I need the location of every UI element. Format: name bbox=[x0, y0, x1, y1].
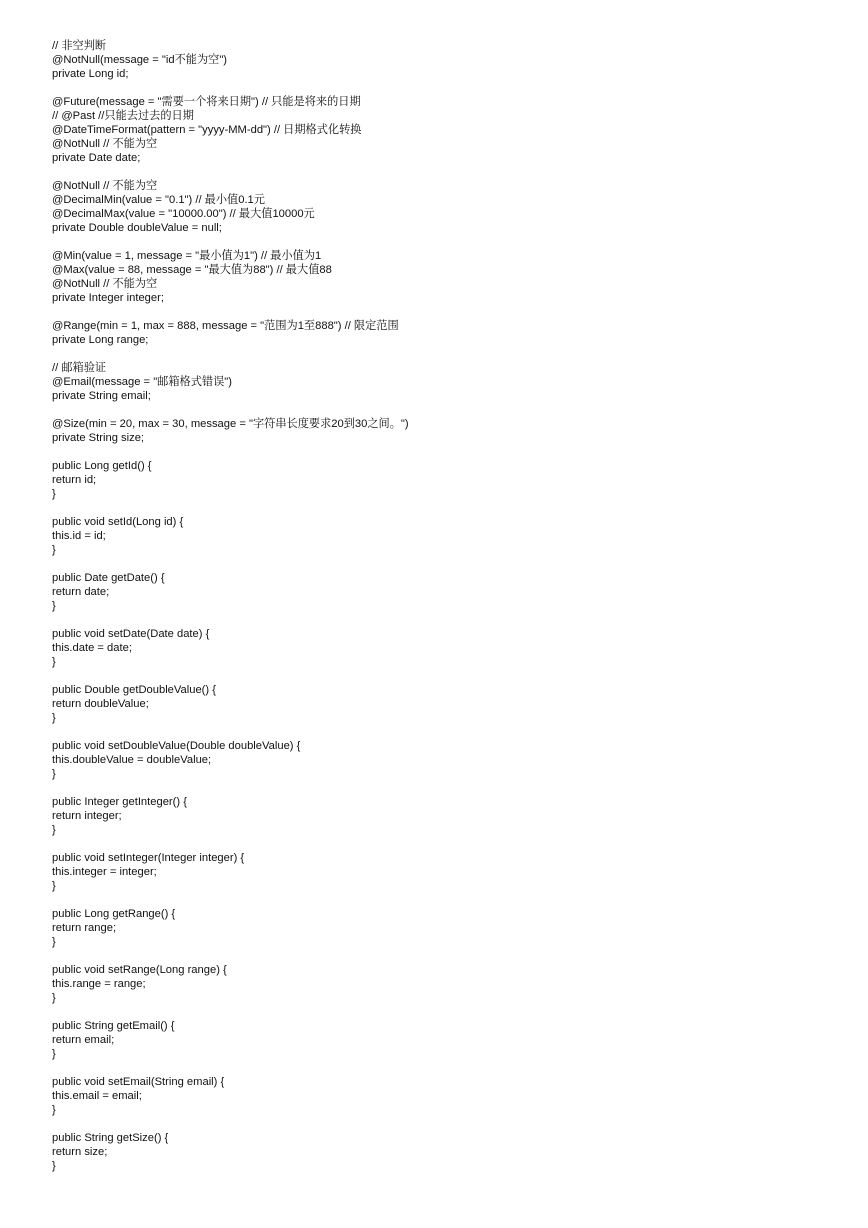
code-line: public Long getId() { bbox=[52, 460, 152, 472]
blank-line bbox=[52, 501, 832, 515]
code-line: @Size(min = 20, max = 30, message = "字符串长度要求20到30之间。") bbox=[52, 418, 409, 430]
code-line: public String getSize() { bbox=[52, 1132, 169, 1144]
code-line: return email; bbox=[52, 1034, 115, 1046]
blank-line bbox=[52, 725, 832, 739]
code-line: } bbox=[52, 600, 56, 612]
blank-line bbox=[52, 557, 832, 571]
code-line: @NotNull(message = "id不能为空") bbox=[52, 54, 228, 66]
blank-line bbox=[52, 347, 832, 361]
code-line: } bbox=[52, 992, 56, 1004]
code-line: return doubleValue; bbox=[52, 698, 149, 710]
blank-line bbox=[52, 949, 832, 963]
code-line: @DecimalMax(value = "10000.00") // 最大值10000元 bbox=[52, 208, 315, 220]
code-line: private Double doubleValue = null; bbox=[52, 222, 222, 234]
blank-line bbox=[52, 781, 832, 795]
code-listing bbox=[52, 39, 832, 1173]
code-line: this.range = range; bbox=[52, 978, 146, 990]
code-line: public Date getDate() { bbox=[52, 572, 165, 584]
code-line: // @Past //只能去过去的日期 bbox=[52, 110, 194, 122]
blank-line bbox=[52, 445, 832, 459]
code-line: } bbox=[52, 656, 56, 668]
code-line: private Integer integer; bbox=[52, 292, 164, 304]
document-page bbox=[52, 39, 832, 1173]
code-line: this.doubleValue = doubleValue; bbox=[52, 754, 212, 766]
code-line: // 非空判断 bbox=[52, 40, 107, 52]
code-line: return date; bbox=[52, 586, 110, 598]
blank-line bbox=[52, 613, 832, 627]
code-line: public void setEmail(String email) { bbox=[52, 1076, 225, 1088]
code-line: private String size; bbox=[52, 432, 145, 444]
code-line: return id; bbox=[52, 474, 97, 486]
code-line: @Email(message = "邮箱格式错误") bbox=[52, 376, 232, 388]
code-line: } bbox=[52, 936, 56, 948]
code-line: return size; bbox=[52, 1146, 108, 1158]
blank-line bbox=[52, 1117, 832, 1131]
code-line: } bbox=[52, 880, 56, 892]
code-line: } bbox=[52, 544, 56, 556]
blank-line bbox=[52, 165, 832, 179]
code-line: public Integer getInteger() { bbox=[52, 796, 187, 808]
blank-line bbox=[52, 305, 832, 319]
code-line: public void setDoubleValue(Double doubleValue) { bbox=[52, 740, 301, 752]
code-line: @NotNull // 不能为空 bbox=[52, 138, 158, 150]
blank-line bbox=[52, 893, 832, 907]
code-line: public void setId(Long id) { bbox=[52, 516, 184, 528]
code-line: private Long range; bbox=[52, 334, 149, 346]
code-line: private Date date; bbox=[52, 152, 141, 164]
code-line: @Max(value = 88, message = "最大值为88") // 最大值88 bbox=[52, 264, 332, 276]
code-line: public Long getRange() { bbox=[52, 908, 176, 920]
blank-line bbox=[52, 837, 832, 851]
code-line: @NotNull // 不能为空 bbox=[52, 278, 158, 290]
code-line: // 邮箱验证 bbox=[52, 362, 107, 374]
code-line: public void setInteger(Integer integer) { bbox=[52, 852, 245, 864]
code-line: this.id = id; bbox=[52, 530, 106, 542]
code-line: } bbox=[52, 1104, 56, 1116]
code-line: } bbox=[52, 1048, 56, 1060]
code-line: return range; bbox=[52, 922, 117, 934]
blank-line bbox=[52, 403, 832, 417]
code-line: @Future(message = "需要一个将来日期") // 只能是将来的日期 bbox=[52, 96, 361, 108]
code-line: } bbox=[52, 1160, 56, 1172]
blank-line bbox=[52, 81, 832, 95]
code-line: this.date = date; bbox=[52, 642, 132, 654]
blank-line bbox=[52, 669, 832, 683]
blank-line bbox=[52, 1061, 832, 1075]
code-line: @NotNull // 不能为空 bbox=[52, 180, 158, 192]
code-line: } bbox=[52, 712, 56, 724]
code-line: @DecimalMin(value = "0.1") // 最小值0.1元 bbox=[52, 194, 265, 206]
code-line: @Min(value = 1, message = "最小值为1") // 最小值为1 bbox=[52, 250, 322, 262]
code-line: } bbox=[52, 824, 56, 836]
code-line: public void setRange(Long range) { bbox=[52, 964, 227, 976]
code-line: @Range(min = 1, max = 888, message = "范围为1至888") // 限定范围 bbox=[52, 320, 399, 332]
code-line: } bbox=[52, 488, 56, 500]
code-line: public void setDate(Date date) { bbox=[52, 628, 210, 640]
code-line: private String email; bbox=[52, 390, 151, 402]
code-line: this.email = email; bbox=[52, 1090, 142, 1102]
code-line: @DateTimeFormat(pattern = "yyyy-MM-dd") // 日期格式化转换 bbox=[52, 124, 362, 136]
blank-line bbox=[52, 235, 832, 249]
code-line: private Long id; bbox=[52, 68, 129, 80]
code-line: this.integer = integer; bbox=[52, 866, 157, 878]
code-line: } bbox=[52, 768, 56, 780]
code-line: public String getEmail() { bbox=[52, 1020, 175, 1032]
code-line: return integer; bbox=[52, 810, 122, 822]
code-line: public Double getDoubleValue() { bbox=[52, 684, 216, 696]
blank-line bbox=[52, 1005, 832, 1019]
